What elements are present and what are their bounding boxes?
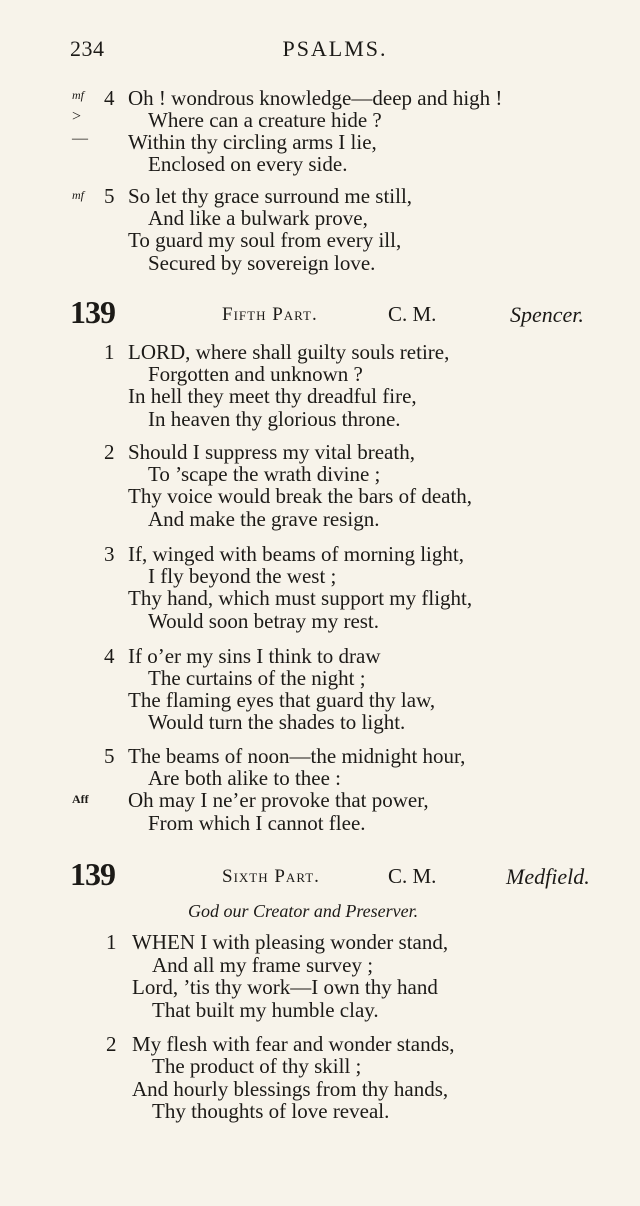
verse-number: 2 [106,1032,117,1056]
page-number: 234 [70,36,105,61]
verse-line: Thy hand, which must support my flight, [128,586,473,610]
verse-line: And hourly blessings from thy hands, [132,1077,449,1101]
verse-line: In hell they meet thy dreadful fire, [128,384,417,408]
part-label: Fifth Part. [222,304,318,325]
verse-number: 4 [104,644,115,668]
verse-line: The curtains of the night ; [148,666,366,690]
verse-line: And all my frame survey ; [152,953,374,977]
verse-line: Thy voice would break the bars of death, [128,484,473,508]
hymn-number: 139 [70,294,115,330]
verse-line: Enclosed on every side. [148,152,348,176]
dynamic-mark-accent: > [72,108,82,125]
dynamic-mark-aff: Aff [72,792,89,806]
verse-line: Where can a creature hide ? [148,108,382,132]
verse-line: To ’scape the wrath divine ; [148,462,381,486]
verse-number: 5 [104,184,115,208]
tune-name: Spencer. [510,302,584,327]
verse-number: 1 [104,340,115,364]
verse-line: That built my humble clay. [152,998,379,1022]
verse-line: Would soon betray my rest. [148,609,380,633]
page-header [70,36,600,68]
verse-line: Secured by sovereign love. [148,251,376,275]
verse-line: I fly beyond the west ; [148,564,337,588]
verse-line: WHEN I with pleasing wonder stand, [132,930,449,954]
verse-number: 5 [104,744,115,768]
dynamic-mark-dash: — [72,130,88,147]
verse-line: And like a bulwark prove, [148,206,368,230]
hymn-subtitle: God our Creator and Preserver. [188,901,419,921]
verse-line: Lord, ’tis thy work—I own thy hand [132,975,438,999]
part-label: Sixth Part. [222,866,320,887]
verse-line: Oh may I ne’er provoke that power, [128,788,429,812]
verse-line: And make the grave resign. [148,507,380,531]
verse-line: So let thy grace surround me still, [128,184,413,208]
dynamic-mark-mf: mf [72,88,84,102]
tune-name: Medfield. [506,864,590,889]
verse-line: The beams of noon—the midnight hour, [128,744,466,768]
verse-line: In heaven thy glorious throne. [148,407,401,431]
verse-line: Thy thoughts of love reveal. [152,1099,390,1123]
verse-line: Oh ! wondrous knowledge—deep and high ! [128,86,503,110]
verse-line: My flesh with fear and wonder stands, [132,1032,455,1056]
running-title: PSALMS. [282,36,388,61]
verse-line: The product of thy skill ; [152,1054,362,1078]
verse-line: The flaming eyes that guard thy law, [128,688,436,712]
verse-line: If, winged with beams of morning light, [128,542,464,566]
verse-number: 1 [106,930,117,954]
verse-number: 4 [104,86,115,110]
verse-line: To guard my soul from every ill, [128,228,402,252]
hymn-number: 139 [70,856,115,892]
verse-line: Should I suppress my vital breath, [128,440,415,464]
dynamic-mark-mf: mf [72,188,84,202]
verse-number: 2 [104,440,115,464]
meter-label: C. M. [388,864,437,888]
meter-label: C. M. [388,302,437,326]
verse-line: Within thy circling arms I lie, [128,130,377,154]
verse-line: Would turn the shades to light. [148,710,406,734]
verse-line: If o’er my sins I think to draw [128,644,381,668]
verse-line: Forgotten and unknown ? [148,362,363,386]
verse-line: From which I cannot flee. [148,811,366,835]
verse-line: Are both alike to thee : [148,766,342,790]
verse-number: 3 [104,542,115,566]
verse-line: LORD, where shall guilty souls retire, [128,340,450,364]
